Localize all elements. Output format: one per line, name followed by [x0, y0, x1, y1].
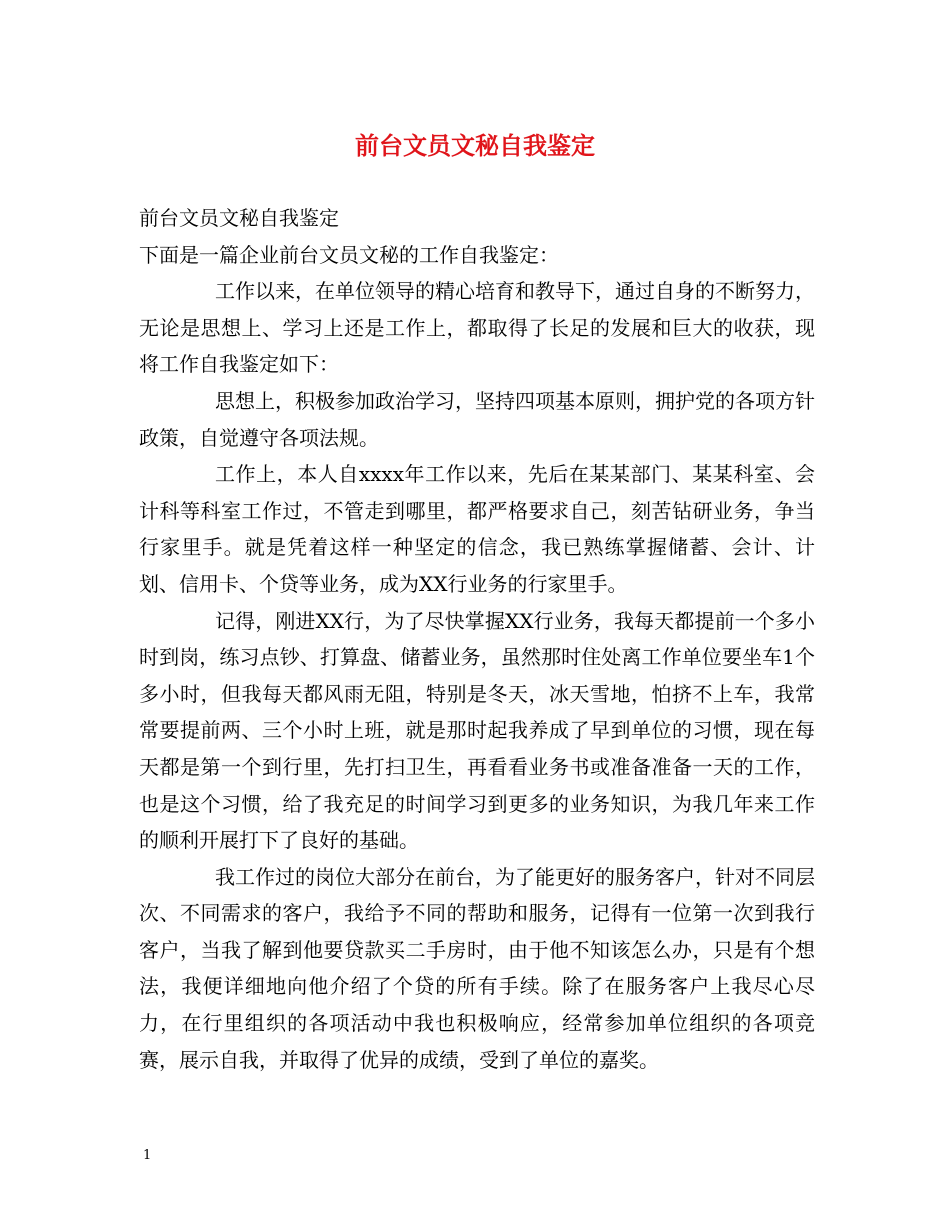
heading-line: 前台文员文秘自我鉴定: [139, 206, 339, 230]
intro-line: 下面是一篇企业前台文员文秘的工作自我鉴定：: [139, 242, 559, 267]
paragraph-1: 工作以来，在单位领导的精心培育和教导下，通过自身的不断努力，无论是思想上、学习上还是工作上，都取得了长足的发展和巨大的收获，现将工作自我鉴定如下：: [139, 279, 815, 377]
document-title: 前台文员文秘自我鉴定: [355, 131, 595, 160]
paragraph-2: 思想上，积极参加政治学习，坚持四项基本原则，拥护党的各项方针政策，自觉遵守各项法规。: [139, 388, 815, 450]
page-number: 1: [143, 1148, 152, 1163]
paragraph-5: 我工作过的岗位大部分在前台，为了能更好的服务客户，针对不同层次、不同需求的客户，我给予不同的帮助和服务，记得有一位第一次到我行客户，当我了解到他要贷款买二手房时，由于他不知该怎么办，只是有个想法，我便详细地向他介绍了个贷的所有手续。除了在服务客户上我尽心尽力，在行里组织的各项活动中我也积极响应，经常参加单位组织的各项竞赛，展示自我，并取得了优异的成绩，受到了单位的嘉奖。: [139, 864, 815, 1072]
paragraph-3: 工作上，本人自xxxx年工作以来，先后在某某部门、某某科室、会计科等科室工作过，不管走到哪里，都严格要求自己，刻苦钻研业务，争当行家里手。就是凭着这样一种坚定的信念，我已熟练掌握储蓄、会计、计划、信用卡、个贷等业务，成为XX行业务的行家里手。: [139, 462, 815, 596]
paragraph-4: 记得，刚进XX行，为了尽快掌握XX行业务，我每天都提前一个多小时到岗，练习点钞、打算盘、储蓄业务，虽然那时住处离工作单位要坐车1个多小时，但我每天都风雨无阻，特别是冬天，冰天雪地，怕挤不上车，我常常要提前两、三个小时上班，就是那时起我养成了早到单位的习惯，现在每天都是第一个到行里，先打扫卫生，再看看业务书或准备准备一天的工作，也是这个习惯，给了我充足的时间学习到更多的业务知识，为我几年来工作的顺利开展打下了良好的基础。: [139, 608, 815, 853]
document-body: [139, 200, 815, 1078]
